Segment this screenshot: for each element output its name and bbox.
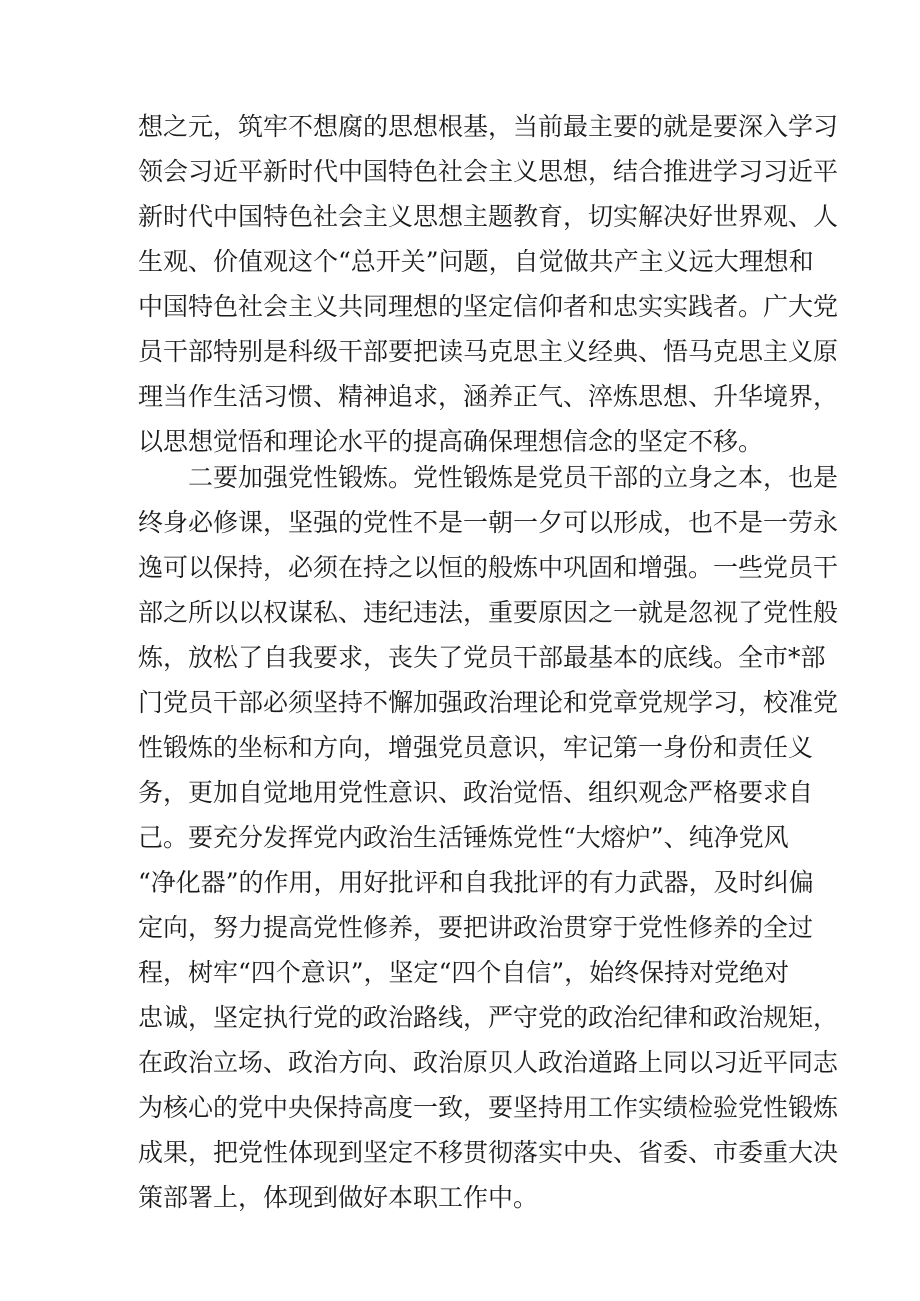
text-line: 性锻炼的坐标和方向，增强党员意识，牢记第一身份和责任义 — [138, 733, 814, 762]
text-line: 想之元，筑牢不想腐的思想根基，当前最主要的就是要深入学习 — [138, 112, 839, 141]
text-line: 逸可以保持，必须在持之以恒的般炼中巩固和增强。一些党员干 — [138, 553, 839, 582]
text-line: 策部署上，体现到做好本职工作中。 — [138, 1183, 539, 1212]
text-line: 为核心的党中央保持高度一致，要坚持用工作实绩检验党性锻炼 — [138, 1093, 839, 1122]
text-line: 定向，努力提高党性修养，要把讲政治贯穿于党性修养的全过 — [138, 913, 814, 942]
text-line: 新时代中国特色社会主义思想主题教育，切实解决好世界观、人 — [138, 202, 839, 231]
text-line: 在政治立场、政治方向、政治原贝人政治道路上同以习近平同志 — [138, 1048, 839, 1077]
text-line: 忠诚，坚定执行党的政治路线，严守党的政治纪律和政治规矩， — [138, 1003, 839, 1032]
text-line: “净化器”的作用，用好批评和自我批评的有力武器，及时纠偏 — [138, 868, 814, 897]
text-line: 领会习近平新时代中国特色社会主义思想，结合推进学习习近平 — [138, 157, 839, 186]
text-line: 门党员干部必须坚持不懈加强政治理论和党章党规学习，校准党 — [138, 688, 839, 717]
text-line: 理当作生活习惯、精神追求，涵养正气、淬炼思想、升华境界， — [138, 382, 839, 411]
text-line: 员干部特别是科级干部要把读马克思主义经典、悟马克思主义原 — [138, 337, 839, 366]
text-line: 以思想觉悟和理论水平的提高确保理想信念的坚定不移。 — [138, 427, 764, 456]
text-line: 部之所以以权谋私、违纪违法，重要原因之一就是忽视了党性般 — [138, 598, 839, 627]
paragraph-first-line: 二要加强党性锻炼。党性锻炼是党员干部的立身之本，也是 — [188, 463, 839, 492]
text-line: 务，更加自觉地用党性意识、政治觉悟、组织观念严格要求自 — [138, 778, 814, 807]
text-line: 中国特色社会主义共同理想的坚定信仰者和忠实实践者。广大党 — [138, 292, 839, 321]
text-line: 终身必修课，坚强的党性不是一朝一夕可以形成，也不是一劳永 — [138, 508, 839, 537]
text-line: 己。要充分发挥党内政治生活锤炼党性“大熔炉”、纯净党风 — [138, 823, 789, 852]
text-line: 成果，把党性体现到坚定不移贯彻落实中央、省委、市委重大决 — [138, 1138, 839, 1167]
text-line: 程，树牢“四个意识”，坚定“四个自信”，始终保持对党绝对 — [138, 958, 790, 987]
text-line: 炼，放松了自我要求，丧失了党员干部最基本的底线。全市*部 — [138, 643, 826, 672]
text-line: 生观、价值观这个“总开关”问题，自觉做共产主义远大理想和 — [138, 247, 814, 276]
